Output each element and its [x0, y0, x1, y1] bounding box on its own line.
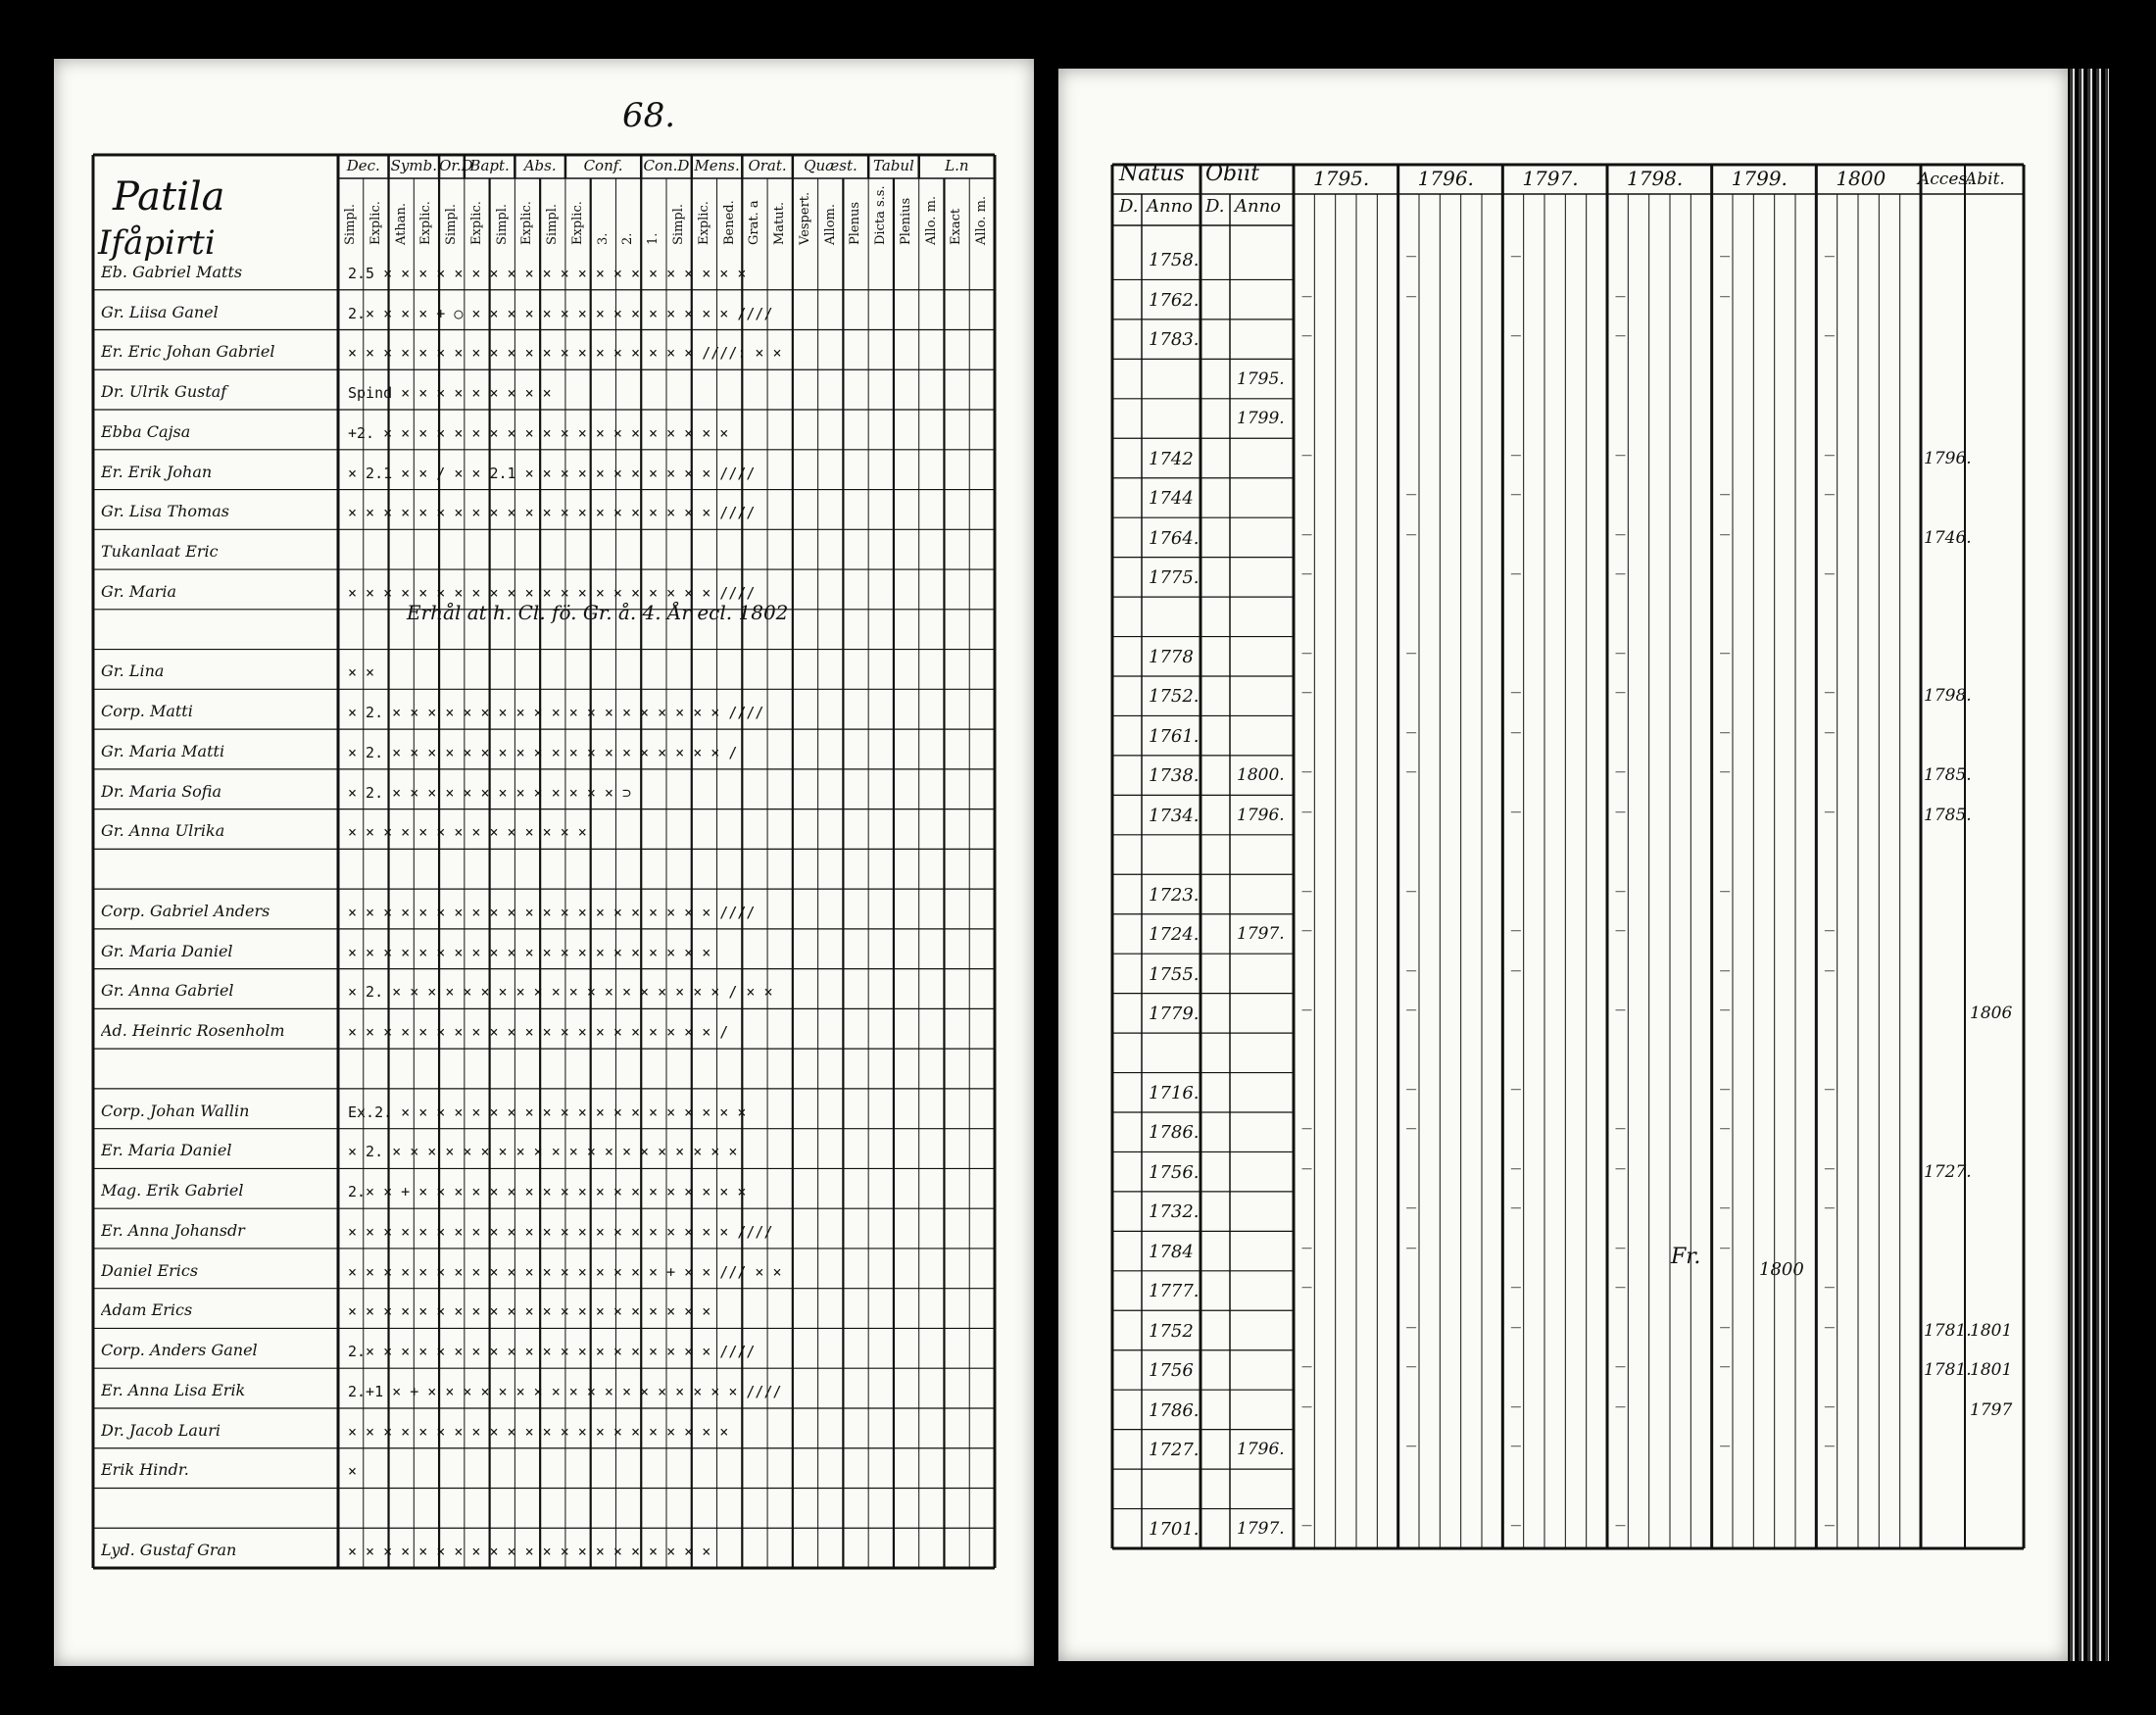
year-cell-mark: — [1510, 924, 1522, 938]
year-cell-mark: — [1615, 1241, 1626, 1254]
register-name: Lyd. Gustaf Gran [101, 1541, 237, 1559]
sub-header: Athan. [393, 202, 409, 245]
group-header: Or.D [439, 157, 473, 174]
year-cell-mark: — [1510, 1519, 1522, 1532]
year-cell-mark: — [1615, 329, 1626, 343]
year-cell-mark: — [1824, 725, 1836, 739]
year-cell-mark: — [1510, 686, 1522, 700]
year-cell-mark: — [1615, 884, 1626, 898]
year-cell-mark: — [1719, 963, 1731, 977]
year-cell-mark: — [1719, 1004, 1731, 1017]
natus-year: 1724. [1149, 924, 1200, 946]
year-cell-mark: — [1301, 924, 1312, 938]
register-marks: 2.× × + × × × × × × × × × × × × × × × × × × × [348, 1183, 747, 1201]
year-cell-mark: — [1719, 647, 1731, 660]
year-cell-mark: — [1824, 686, 1836, 700]
sub-header: Simpl. [494, 203, 510, 245]
register-name: Corp. Matti [101, 702, 193, 721]
register-marks: 2.+1 × + × × × × × × × × × × × × × × × × × × //// [348, 1382, 782, 1400]
natus-year: 1762. [1149, 289, 1200, 311]
year-cell-mark: — [1824, 329, 1836, 343]
natus-year: 1779. [1149, 1004, 1200, 1025]
register-name: Dr. Jacob Lauri [101, 1420, 220, 1440]
year-header: 1798. [1627, 167, 1684, 190]
year-cell-mark: — [1301, 805, 1312, 818]
year-cell-mark: — [1301, 765, 1312, 779]
register-name: Gr. Lina [101, 662, 165, 681]
sub-header: Allo. m. [923, 195, 939, 245]
year-cell-mark: — [1510, 250, 1522, 264]
year-cell-mark: — [1719, 250, 1731, 264]
row-note: Erhål at h. Cl. fö. Gr. å. 4. År ecl. 1802 [407, 601, 789, 624]
year-cell-mark: — [1824, 1281, 1836, 1295]
group-header: Conf. [583, 157, 623, 174]
group-header: Mens. [694, 157, 740, 174]
sub-header: Grat. a [747, 200, 762, 245]
register-name: Adam Erics [101, 1300, 193, 1320]
register-marks: × 2. × × × × × × × × × × × × × × × × × × × / [348, 743, 738, 761]
register-name: Corp. Anders Ganel [101, 1341, 258, 1360]
year-cell-mark: — [1510, 1320, 1522, 1334]
register-marks: × × × × × × × × × × × × × × × × × × × × × × //// [348, 1222, 773, 1241]
year-cell-mark: — [1824, 1399, 1836, 1413]
register-marks: × × × × × × × × × × × × × × × × × × × × × [348, 943, 711, 961]
year-cell-mark: — [1510, 1440, 1522, 1453]
register-marks: × × × × × × × × × × × × × × × × × × × × × [348, 1543, 711, 1560]
register-name: Eb. Gabriel Matts [101, 262, 243, 281]
sub-header: Dicta s.s. [873, 185, 889, 245]
register-name: Corp. Gabriel Anders [101, 901, 270, 920]
natus-year: 1756. [1149, 1161, 1200, 1183]
right-page [1058, 69, 2068, 1661]
register-marks: × × [348, 663, 375, 682]
register-marks: × × × × × × × × × × × × × × × × × × × × × //// [348, 903, 756, 921]
register-name: Er. Erik Johan [101, 462, 213, 481]
year-cell-mark: — [1824, 1083, 1836, 1096]
natus-year: 1778 [1149, 647, 1194, 667]
abiit-year: 1801 [1970, 1320, 2013, 1341]
register-name: Gr. Anna Ulrika [101, 821, 225, 841]
sub-header: 1. [646, 232, 662, 245]
binding-edge [2070, 69, 2109, 1661]
year-cell-mark: — [1719, 1241, 1731, 1254]
register-marks: × 2. × × × × × × × × × × × × × × × × × × × //// [348, 704, 764, 722]
sub-header: Plenus [848, 201, 863, 245]
year-cell-mark: — [1301, 329, 1312, 343]
natus-year: 1784 [1149, 1241, 1194, 1262]
register-name: Ebba Cajsa [101, 421, 191, 441]
register-marks: × 2. × × × × × × × × × × × × × ⊃ [348, 783, 631, 802]
accessit-year: 1796. [1924, 448, 1972, 468]
year-cell-mark: — [1615, 765, 1626, 779]
year-cell-mark: — [1719, 488, 1731, 502]
register-marks: × × × × × × × × × × × × × × × × × × × × × / [348, 1023, 729, 1042]
year-cell-mark: — [1615, 686, 1626, 700]
year-cell-mark: — [1719, 1201, 1731, 1215]
register-marks: × × × × × × × × × × × × × × [348, 823, 587, 842]
register-marks: × 2. × × × × × × × × × × × × × × × × × × × / × × [348, 983, 773, 1002]
accessit-year: 1798. [1924, 686, 1972, 707]
year-cell-mark: — [1510, 725, 1522, 739]
year-cell-mark: — [1824, 924, 1836, 938]
accessit-header: Acces. [1918, 170, 1973, 189]
obiit-anno-header: Anno [1235, 196, 1282, 217]
year-cell-mark: — [1615, 647, 1626, 660]
sub-header: Explic. [368, 201, 383, 245]
year-cell-mark: — [1615, 448, 1626, 462]
natus-year: 1738. [1149, 765, 1200, 787]
register-name: Ad. Heinric Rosenholm [101, 1021, 285, 1041]
natus-year: 1761. [1149, 725, 1200, 747]
year-header: 1799. [1731, 167, 1788, 190]
year-cell-mark: — [1719, 1360, 1731, 1374]
register-name: Daniel Erics [101, 1260, 199, 1280]
year-cell-mark: — [1301, 1122, 1312, 1136]
year-cell-mark: — [1615, 805, 1626, 818]
year-cell-mark: — [1615, 1281, 1626, 1295]
abiit-year: 1797 [1970, 1399, 2013, 1420]
year-cell-mark: — [1510, 963, 1522, 977]
natus-year: 1783. [1149, 329, 1200, 351]
year-header: 1800 [1836, 167, 1886, 190]
register-name: Dr. Maria Sofia [101, 781, 222, 801]
year-cell-mark: — [1615, 1004, 1626, 1017]
natus-year: 1716. [1149, 1083, 1200, 1103]
abiit-header: Abit. [1965, 170, 2005, 189]
group-header: Con.D [643, 157, 690, 174]
natus-year: 1732. [1149, 1201, 1200, 1223]
natus-year: 1758. [1149, 250, 1200, 271]
obiit-year: 1797. [1237, 924, 1285, 945]
register-name: Er. Anna Lisa Erik [101, 1380, 246, 1399]
register-marks: 2.5 × × × × × × × × × × × × × × × × × × × × × [348, 264, 747, 282]
year-cell-mark: — [1301, 647, 1312, 660]
note-1800: 1800 [1759, 1259, 1804, 1280]
year-cell-mark: — [1719, 1320, 1731, 1334]
year-cell-mark: — [1824, 488, 1836, 502]
year-cell-mark: — [1301, 448, 1312, 462]
sub-header: Plenius [898, 197, 913, 245]
register-marks: +2. × × × × × × × × × × × × × × × × × × × × [348, 423, 729, 442]
year-cell-mark: — [1510, 488, 1522, 502]
obiit-year: 1799. [1237, 409, 1285, 429]
register-marks: × × × × × × × × × × × × × × × × × × × × × //// [348, 583, 756, 602]
register-name: Gr. Maria Matti [101, 741, 225, 760]
year-cell-mark: — [1301, 1360, 1312, 1374]
group-header: Tabul [872, 157, 914, 174]
register-name: Gr. Maria [101, 581, 177, 601]
year-cell-mark: — [1301, 686, 1312, 700]
register-name: Mag. Erik Gabriel [101, 1181, 244, 1200]
year-cell-mark: — [1510, 567, 1522, 581]
sub-header: Simpl. [545, 203, 561, 245]
register-name: Erik Hindr. [101, 1460, 189, 1480]
sub-header: Explic. [696, 201, 711, 245]
year-cell-mark: — [1719, 527, 1731, 541]
year-cell-mark: — [1405, 647, 1417, 660]
natus-year: 1744 [1149, 488, 1194, 510]
sub-header: Simpl. [343, 203, 358, 245]
natus-d-header: D. [1119, 196, 1139, 217]
register-name: Gr. Lisa Thomas [101, 502, 229, 521]
register-marks: × [348, 1462, 358, 1481]
obiit-year: 1795. [1237, 368, 1285, 389]
sub-header: Explic. [569, 201, 585, 245]
year-cell-mark: — [1719, 884, 1731, 898]
register-name: Gr. Anna Gabriel [101, 981, 234, 1001]
year-cell-mark: — [1301, 289, 1312, 303]
obiit-year: 1800. [1237, 765, 1285, 786]
year-cell-mark: — [1301, 884, 1312, 898]
year-cell-mark: — [1824, 1161, 1836, 1175]
year-cell-mark: — [1405, 289, 1417, 303]
register-name: Tukanlaat Eric [101, 542, 219, 562]
natus-year: 1786. [1149, 1122, 1200, 1144]
year-cell-mark: — [1405, 250, 1417, 264]
abiit-year: 1801 [1970, 1360, 2013, 1381]
note-fr: Fr. [1671, 1245, 1701, 1269]
year-cell-mark: — [1615, 567, 1626, 581]
page-title-line-1: Patila [113, 174, 225, 220]
year-cell-mark: — [1510, 1399, 1522, 1413]
year-cell-mark: — [1405, 963, 1417, 977]
year-cell-mark: — [1405, 765, 1417, 779]
year-cell-mark: — [1824, 805, 1836, 818]
natus-year: 1756 [1149, 1360, 1194, 1382]
group-header: Symb. [390, 157, 437, 174]
year-cell-mark: — [1405, 1360, 1417, 1374]
year-cell-mark: — [1405, 488, 1417, 502]
year-header: 1796. [1417, 167, 1474, 190]
sub-header: Explic. [519, 201, 535, 245]
accessit-year: 1781. [1924, 1360, 1972, 1381]
register-name: Corp. Johan Wallin [101, 1101, 250, 1120]
year-cell-mark: — [1824, 1440, 1836, 1453]
year-cell-mark: — [1301, 567, 1312, 581]
year-cell-mark: — [1719, 289, 1731, 303]
sub-header: Vespert. [797, 191, 812, 245]
obiit-year: 1797. [1237, 1519, 1285, 1539]
natus-year: 1764. [1149, 527, 1200, 549]
year-cell-mark: — [1615, 1161, 1626, 1175]
obiit-header: Obiit [1205, 162, 1260, 186]
year-cell-mark: — [1301, 1241, 1312, 1254]
year-cell-mark: — [1301, 1281, 1312, 1295]
year-cell-mark: — [1824, 963, 1836, 977]
sub-header: Simpl. [444, 203, 460, 245]
year-cell-mark: — [1405, 725, 1417, 739]
year-cell-mark: — [1615, 1360, 1626, 1374]
group-header: Dec. [346, 157, 380, 174]
obiit-year: 1796. [1237, 1440, 1285, 1460]
year-cell-mark: — [1301, 1519, 1312, 1532]
year-cell-mark: — [1405, 1241, 1417, 1254]
year-cell-mark: — [1510, 805, 1522, 818]
register-marks: × × × × × × × × × × × × × × × × × × × × ////: × × [348, 344, 782, 363]
year-cell-mark: — [1510, 1281, 1522, 1295]
page-title-line-2: Ifåpirti [98, 223, 216, 263]
natus-year: 1723. [1149, 884, 1200, 906]
natus-year: 1786. [1149, 1399, 1200, 1421]
year-cell-mark: — [1301, 1004, 1312, 1017]
register-marks: Spind × × × × × × × × × [348, 384, 552, 403]
year-header: 1797. [1522, 167, 1579, 190]
natus-year: 1777. [1149, 1281, 1200, 1302]
register-marks: Ex.2. × × × × × × × × × × × × × × × × × × × × [348, 1102, 747, 1121]
year-cell-mark: — [1405, 1004, 1417, 1017]
year-cell-mark: — [1510, 329, 1522, 343]
year-cell-mark: — [1719, 1083, 1731, 1096]
register-name: Gr. Liisa Ganel [101, 302, 219, 321]
sub-header: Exact [949, 208, 964, 245]
register-name: Er. Eric Johan Gabriel [101, 342, 275, 362]
left-page [54, 59, 1034, 1666]
group-header: Quæst. [804, 157, 858, 174]
natus-year: 1742 [1149, 448, 1194, 469]
year-cell-mark: — [1824, 448, 1836, 462]
register-marks: 2.× × × × × × × × × × × × × × × × × × × × //// [348, 1343, 756, 1361]
year-cell-mark: — [1405, 527, 1417, 541]
right-ledger-grid [1058, 69, 2068, 1661]
sub-header: Matut. [772, 201, 788, 245]
year-cell-mark: — [1719, 725, 1731, 739]
year-cell-mark: — [1405, 1201, 1417, 1215]
year-cell-mark: — [1510, 448, 1522, 462]
register-name: Gr. Maria Daniel [101, 941, 233, 960]
year-cell-mark: — [1615, 527, 1626, 541]
year-cell-mark: — [1615, 924, 1626, 938]
year-cell-mark: — [1824, 1201, 1836, 1215]
year-cell-mark: — [1824, 1519, 1836, 1532]
accessit-year: 1727. [1924, 1161, 1972, 1182]
year-cell-mark: — [1405, 1440, 1417, 1453]
obiit-d-header: D. [1205, 196, 1225, 217]
year-cell-mark: — [1719, 765, 1731, 779]
natus-year: 1701. [1149, 1519, 1200, 1540]
year-cell-mark: — [1719, 1440, 1731, 1453]
year-cell-mark: — [1510, 1161, 1522, 1175]
year-cell-mark: — [1510, 1083, 1522, 1096]
sub-header: 2. [620, 232, 636, 245]
year-cell-mark: — [1301, 1399, 1312, 1413]
group-header: L.n [945, 157, 969, 174]
year-cell-mark: — [1615, 289, 1626, 303]
natus-anno-header: Anno [1147, 196, 1194, 217]
obiit-year: 1796. [1237, 805, 1285, 825]
year-cell-mark: — [1405, 1083, 1417, 1096]
natus-year: 1775. [1149, 567, 1200, 589]
register-marks: 2.× × × × + ○ × × × × × × × × × × × × × × × //// [348, 304, 773, 322]
year-cell-mark: — [1719, 1122, 1731, 1136]
year-cell-mark: — [1301, 527, 1312, 541]
group-header: Orat. [748, 157, 787, 174]
year-cell-mark: — [1824, 1320, 1836, 1334]
register-marks: × × × × × × × × × × × × × × × × × × × × × //// [348, 504, 756, 522]
accessit-year: 1746. [1924, 527, 1972, 548]
natus-year: 1752. [1149, 686, 1200, 708]
group-header: Abs. [523, 157, 557, 174]
register-marks: × 2. × × × × × × × × × × × × × × × × × × × × [348, 1143, 738, 1161]
register-marks: × 2.1 × × / × × 2.1 × × × × × × × × × × × //// [348, 464, 756, 482]
sub-header: Bened. [721, 200, 737, 245]
natus-year: 1734. [1149, 805, 1200, 826]
natus-year: 1752 [1149, 1320, 1194, 1342]
sub-header: Allom. [822, 204, 838, 245]
accessit-year: 1781. [1924, 1320, 1972, 1341]
register-marks: × × × × × × × × × × × × × × × × × × × × × × [348, 1422, 729, 1441]
sub-header: 3. [595, 232, 611, 245]
register-name: Dr. Ulrik Gustaf [101, 382, 227, 402]
sub-header: Allo. m. [974, 195, 990, 245]
year-cell-mark: — [1405, 1320, 1417, 1334]
year-header: 1795. [1313, 167, 1370, 190]
year-cell-mark: — [1615, 1519, 1626, 1532]
year-cell-mark: — [1824, 567, 1836, 581]
natus-year: 1727. [1149, 1440, 1200, 1461]
register-name: Er. Anna Johansdr [101, 1220, 245, 1240]
sub-header: Simpl. [671, 203, 686, 245]
year-cell-mark: — [1824, 250, 1836, 264]
register-marks: × × × × × × × × × × × × × × × × × × × × × [348, 1302, 711, 1321]
abiit-year: 1806 [1970, 1004, 2013, 1024]
accessit-year: 1785. [1924, 805, 1972, 825]
year-cell-mark: — [1301, 1161, 1312, 1175]
year-cell-mark: — [1405, 884, 1417, 898]
year-cell-mark: — [1615, 1399, 1626, 1413]
year-cell-mark: — [1615, 1122, 1626, 1136]
sub-header: Explic. [418, 201, 434, 245]
page-number: 68. [622, 96, 676, 135]
register-marks: × × × × × × × × × × × × × × × × × × + × × /// × × [348, 1262, 782, 1281]
natus-year: 1755. [1149, 963, 1200, 985]
group-header: Bapt. [469, 157, 510, 174]
sub-header: Explic. [468, 201, 484, 245]
year-cell-mark: — [1405, 1122, 1417, 1136]
year-cell-mark: — [1510, 1201, 1522, 1215]
accessit-year: 1785. [1924, 765, 1972, 786]
register-name: Er. Maria Daniel [101, 1141, 232, 1160]
natus-header: Natus [1119, 162, 1185, 186]
